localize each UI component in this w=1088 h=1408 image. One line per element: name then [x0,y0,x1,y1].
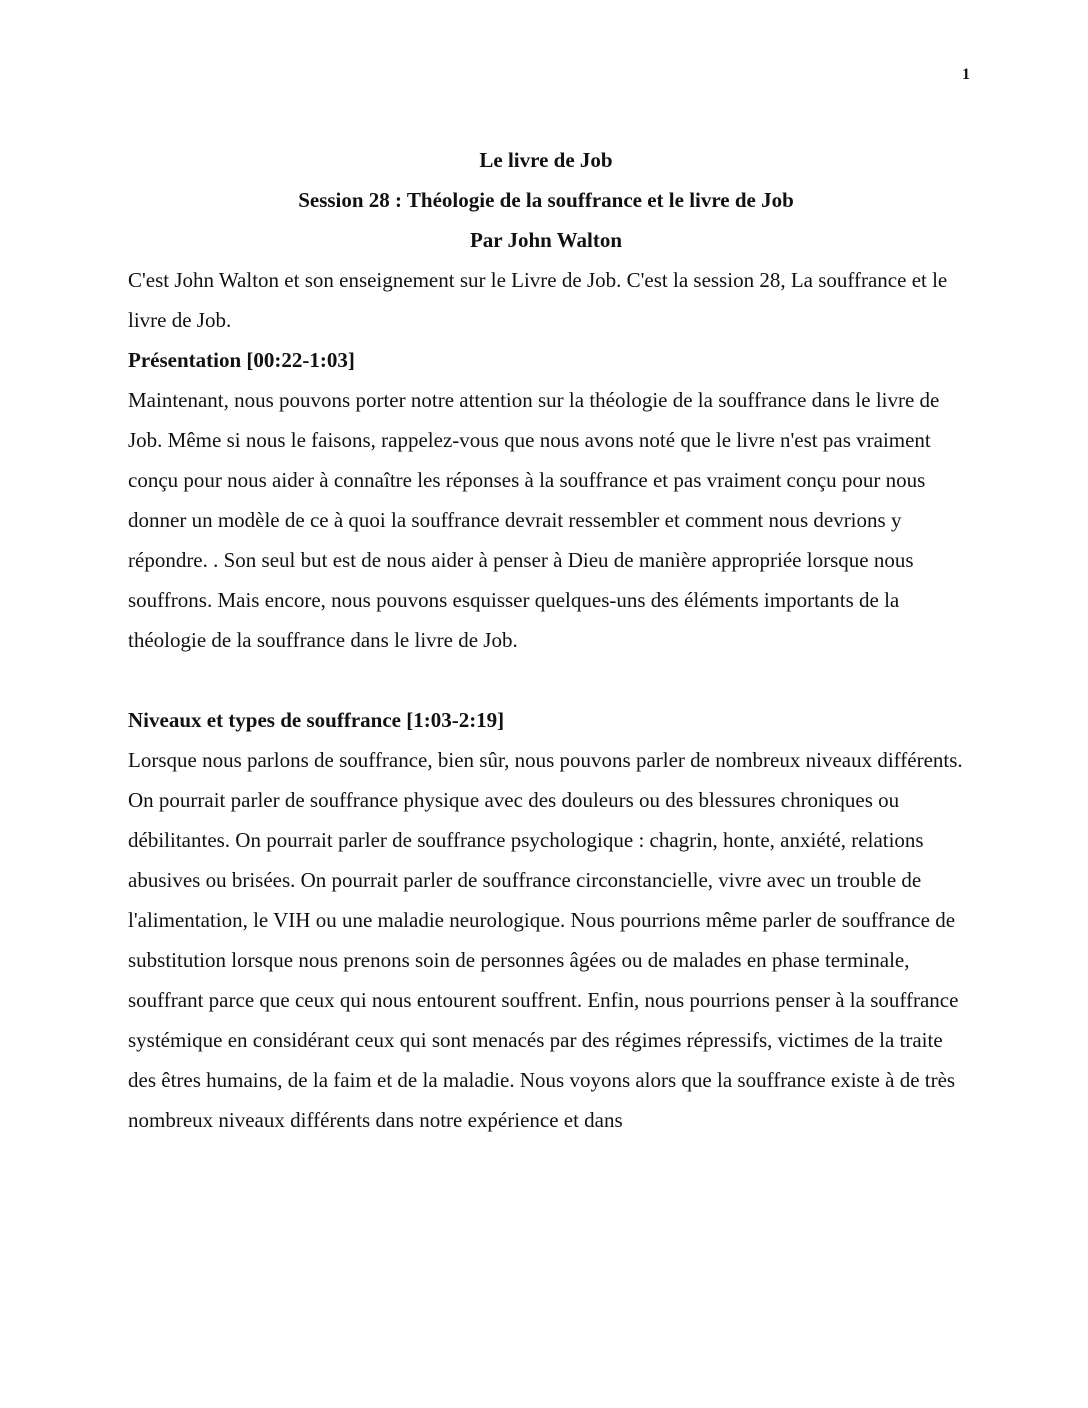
section-heading-niveaux: Niveaux et types de souffrance [1:03-2:19] [128,708,505,732]
section-heading-presentation: Présentation [00:22-1:03] [128,348,355,372]
document-body [128,140,964,1140]
section-spacer [128,660,964,700]
section-body-niveaux: Lorsque nous parlons de souffrance, bien sûr, nous pouvons parler de nombreux niveaux différents. On pourrait parler de souffrance physique avec des douleurs ou des blessures chroniques ou débilitantes. On pourrait parler de souffrance psychologique : chagrin, honte, anxiété, relations abusives ou brisées. On pourrait parler de souffrance circonstancielle, vivre avec un trouble de l'alimentation, le VIH ou une maladie neurologique. Nous pourrions même parler de souffrance de substitution lorsque nous prenons soin de personnes âgées ou de malades en phase terminale, souffrant parce que ceux qui nous entourent souffrent. Enfin, nous pourrions penser à la souffrance systémique en considérant ceux qui sont menacés par des régimes répressifs, victimes de la traite des êtres humains, de la faim et de la maladie. Nous voyons alors que la souffrance existe à de très nombreux niveaux différents dans notre expérience et dans [128,748,963,1132]
intro-paragraph: C'est John Walton et son enseignement sur le Livre de Job. C'est la session 28, La souffrance et le livre de Job. [128,268,948,332]
author-line: Par John Walton [469,228,623,252]
page-number: 1 [962,66,970,83]
section-body-presentation: Maintenant, nous pouvons porter notre attention sur la théologie de la souffrance dans le livre de Job. Même si nous le faisons, rappelez-vous que nous avons noté que le livre n'est pas vraiment conçu pour nous aider à connaître les réponses à la souffrance et pas vraiment conçu pour nous donner un modèle de ce à quoi la souffrance devrait ressembler et comment nous devrions y répondre. . Son seul but est de nous aider à penser à Dieu de manière appropriée lorsque nous souffrons. Mais encore, nous pouvons esquisser quelques-uns des éléments importants de la théologie de la souffrance dans le livre de Job. [128,388,940,652]
document-title: Le livre de Job [479,148,613,172]
session-title: Session 28 : Théologie de la souffrance et le livre de Job [298,188,794,212]
